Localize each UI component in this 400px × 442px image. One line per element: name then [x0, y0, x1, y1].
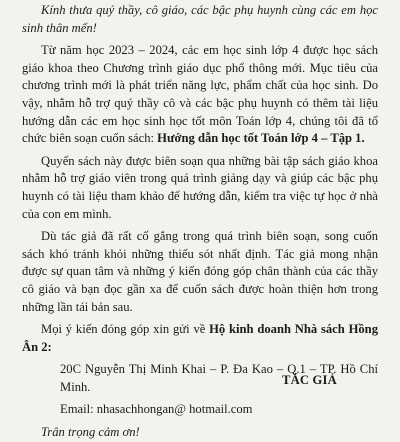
book-title: Hướng dẫn học tốt Toán lớp 4 – Tập 1. [157, 131, 365, 146]
contact-line [22, 321, 378, 356]
email-line: Email: nhasachhongan@ hotmail.com [60, 402, 253, 417]
greeting: Kính thưa quý thầy, cô giáo, các bậc phụ huynh cùng các em học sinh thân mến! [22, 3, 378, 35]
purpose-paragraph: Quyển sách này được biên soạn qua những bài tập sách giáo khoa nhằm hỗ trợ giáo viên trong quá trình giảng dạy và giúp các bậc phụ huynh có tài liệu tham khảo để hướng dẫn, kiểm tra việc tự học ở nhà của con em mình. [22, 153, 378, 221]
address-line: 20C Nguyễn Thị Minh Khai – P. Đa Kao – Q.1 – TP. Hồ Chí Minh. [60, 362, 378, 394]
author-signature: TÁC GIẢ [282, 373, 337, 387]
intro-paragraph-text: Từ năm học 2023 – 2024, các em học sinh lớp 4 được học sách giáo khoa theo Chương trình giáo dục phổ thông mới. Mục tiêu của chương trình mới là phát triển năng lực, phẩm chất của học sinh. Do vậy, nhằm hỗ trợ quý thầy cô và các bậc phụ huynh có thêm tài liệu hướng dẫn các em học sinh học tốt môn Toán lớp 4, chúng tôi đã tổ chức biên soạn cuốn sách: [22, 43, 378, 146]
publisher-name: Hộ kinh doanh Nhà sách Hồng Ân 2: [22, 322, 378, 354]
closing-line: Trân trọng cảm ơn! [41, 425, 140, 440]
contact-intro: Mọi ý kiến đóng góp xin gửi về [41, 322, 210, 337]
intro-paragraph [22, 42, 378, 148]
feedback-paragraph: Dù tác giả đã rất cố gắng trong quá trình biên soạn, song cuốn sách khó tránh khỏi những thiếu sót nhất định. Tác giả mong nhận được sự quan tâm và những ý kiến đóng góp chân thành của các thầy cô giáo và bạn đọc gần xa để cuốn sách được hoàn thiện hơn trong những lần tái bản sau. [22, 229, 378, 314]
